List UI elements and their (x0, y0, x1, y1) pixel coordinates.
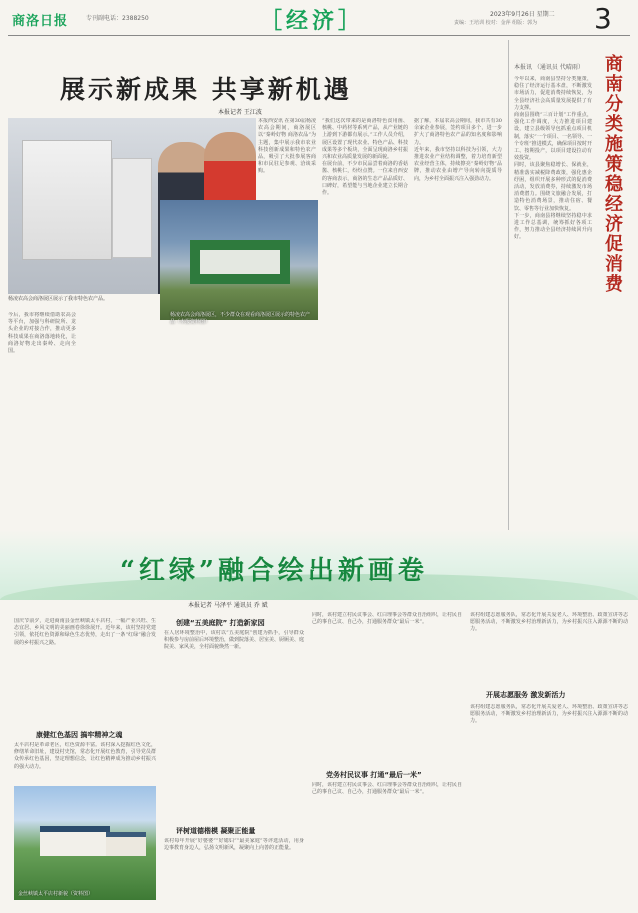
photo-house (40, 826, 110, 856)
lower-paragraph: 同时，该村建立村民议事会、红白理事会等群众自治组织，让村民自己的事自己议、自己办，打通服务群众“最后一米”。 (312, 612, 462, 626)
sidebar-paragraph: 今年以来，商南县坚持分类施策，稳住了经济运行基本盘，不断激发市场活力，促进消费持续恢复，为全县经济社会高质量发展提供了有力支撑。 (514, 76, 592, 111)
village-photo-caption: 金丝峡镇太平店村新貌（资料图） (18, 891, 94, 897)
lower-text-col-3b (312, 782, 462, 900)
lower-paragraph: 国庆节前夕，走进商南县金丝峡镇太平店村，一幅产业兴旺、生态宜居、乡风文明的美丽画卷徐徐展开。近年来，该村坚持党建引领，依托红色资源和绿色生态优势，走出了一条“红绿”融合发展的乡村振兴之路。 (14, 618, 156, 646)
lower-paragraph: 该村组建志愿服务队，常态化开展关爱老人、环境整治、政策宣讲等志愿服务活动，不断激发乡村治理新活力，为乡村振兴注入源源不断的动力。 (470, 704, 628, 725)
top-story-paragraph: 据了解，本届农高会期间，我市共有30余家企业参展，签约项目多个，进一步扩大了商洛特色农产品的知名度和影响力。 (414, 118, 502, 146)
newspaper-brand: 商洛日报 (12, 14, 69, 29)
lower-text-col-2 (164, 630, 304, 820)
top-story-headline: 展示新成果 共享新机遇 (60, 75, 352, 104)
sidebar-text (514, 76, 592, 576)
exhibition-photo (160, 200, 318, 320)
lower-subhead: 评树道德楷模 凝聚正能量 (176, 827, 256, 835)
top-story-byline: 本报记者 王江波 (218, 109, 262, 116)
top-story-paragraph: 近年来，我市坚持以科技为引领，大力推进农业产业结构调整，着力培育新型农业经营主体，持续擦亮“秦岭好物”品牌，推动农业由增产导向转向提质导向，为乡村全面振兴注入强劲动力。 (414, 146, 502, 182)
sidebar-headline: 商南分类施策稳经济促消费 (602, 54, 623, 294)
lower-paragraph: 在人居环境整治中，该村以“五美庭院”创建为抓手，引导群众积极参与房前屋后环境整治，做到院落美、居室美、厨厕美、庭院美、家风美，全村面貌焕然一新。 (164, 630, 304, 651)
editor-credits: 责编：王培训 校对：金萍 组版：郭为 (454, 20, 538, 26)
lower-paragraph: 太平店村是革命老区，红色资源丰富。该村深入挖掘红色文化，修缮革命旧址，建设村史馆，常态化开展红色教育，引导党员群众传承红色基因，坚定理想信念，让红色精神成为推动乡村振兴的强大动力。 (14, 742, 156, 770)
top-story-paragraph: 在展台前，不少市民品尝着商洛的香菇酱、核桃仁，纷纷点赞。一位来自西安的客商表示，商洛的生态产品品质好、口碑好，希望能与当地企业建立长期合作。 (322, 161, 408, 197)
page-number: 3 (594, 2, 612, 35)
lower-text-col-1b (14, 742, 156, 786)
lower-subhead: 开展志愿服务 激发新活力 (486, 691, 566, 699)
lower-story-headline: “红绿”融合绘出新画卷 (120, 556, 428, 586)
masthead-rule (8, 35, 630, 36)
photo-display-shelf-2 (112, 158, 152, 258)
lower-subhead: 党务村民议事 打通“最后一米” (326, 771, 422, 779)
sidebar-paragraph: 商南县围绕“三百计划”工作重点，强化工作调度，大力推进项目建设，建立县级领导包抓重点项目机制，落实“一个项目、一名领导、一个专班”推进模式，确保项目按时开工、按期投产，以项目建设拉动有效投资。 (514, 112, 592, 162)
issue-date: 2023年9月26日 星期二 (490, 11, 555, 18)
top-story-photo-caption: 杨凌农高会商洛展区展示了我市特色农产品。 (8, 296, 109, 302)
top-story-text-col-2 (322, 118, 408, 388)
sidebar-lead: 本报讯 （通讯员 代晴雨） (514, 64, 584, 71)
lower-text-col-2b (164, 838, 304, 900)
exhibition-photo-caption: 杨凌农高会商洛展区，不少群众在观看商洛展区展示的特色农产品（本报资料图） (170, 312, 311, 325)
photo-booth-sign (200, 250, 280, 274)
section-tag: ［经济］ (260, 8, 365, 34)
top-story-paragraph: “我们这次带来的是商洛特色食用菌、核桃、中药材等系列产品，从产业链的上游到下游都有展示。”工作人员介绍，展区设置了现代农业、特色产品、科技成果等多个板块，全面呈现商洛乡村振兴和农业高质量发展的新面貌。 (322, 118, 408, 161)
masthead (0, 0, 638, 38)
sidebar-rule (508, 40, 509, 580)
lower-subhead: 创建“五美庭院” 打造新家园 (176, 619, 265, 627)
lower-subhead: 康健红色基因 搞牢精神之魂 (36, 731, 123, 739)
lower-text-col-3 (312, 612, 462, 762)
top-story-text-col-4 (8, 312, 76, 512)
top-story-paragraph: 本报西安讯 在第30届杨凌农高会期间，商洛展区以“秦岭好物 商洛农品”为主题，集中展示我市农业科技创新成果和特色农产品，吸引了大批参展客商和市民驻足参观、洽谈采购。 (258, 118, 316, 175)
lower-paragraph: 该村每年开展“好婆婆”“好媳妇”“最美家庭”等评选活动，用身边事教育身边人，弘扬文明新风，凝聚向上向善的正能量。 (164, 838, 304, 852)
lower-story-byline: 本报记者 马泽平 通讯员 乔 斌 (188, 602, 268, 609)
sidebar-paragraph: 下一步，商南县将继续坚持稳中求进工作总基调，统筹抓好各项工作，努力推动全县经济持续回升向好。 (514, 212, 592, 241)
lower-paragraph: 同时，该村建立村民议事会、红白理事会等群众自治组织，让村民自己的事自己议、自己办，打通服务群众“最后一米”。 (312, 782, 462, 796)
top-story-paragraph: 今后，我市将继续借助农高会等平台，加强与科研院所、龙头企业的对接合作，推动更多科技成果在商洛落地转化，让商洛好物走出秦岭、走向全国。 (8, 312, 76, 355)
village-photo (14, 786, 156, 900)
lower-text-col-4 (470, 612, 628, 682)
issue-line: 专刊副电话：2388250 (86, 15, 149, 22)
lower-text-col-1 (14, 618, 156, 728)
photo-house-2 (106, 832, 146, 856)
sidebar-paragraph: 同时，该县聚焦稳增长、保就业，精准落实减税降费政策，强化惠企纾困，组织开展多种形式的促消费活动，发放消费券，持续激发市场消费潜力。围绕文旅融合发展，打造特色消费场景，推动住宿、餐饮、零售等行业加快恢复。 (514, 162, 592, 212)
photo-display-shelf (22, 140, 112, 260)
top-story-text-col-3 (414, 118, 502, 388)
lower-text-col-4b (470, 704, 628, 900)
lower-paragraph: 该村组建志愿服务队，常态化开展关爱老人、环境整治、政策宣讲等志愿服务活动，不断激发乡村治理新活力，为乡村振兴注入源源不断的动力。 (470, 612, 628, 633)
